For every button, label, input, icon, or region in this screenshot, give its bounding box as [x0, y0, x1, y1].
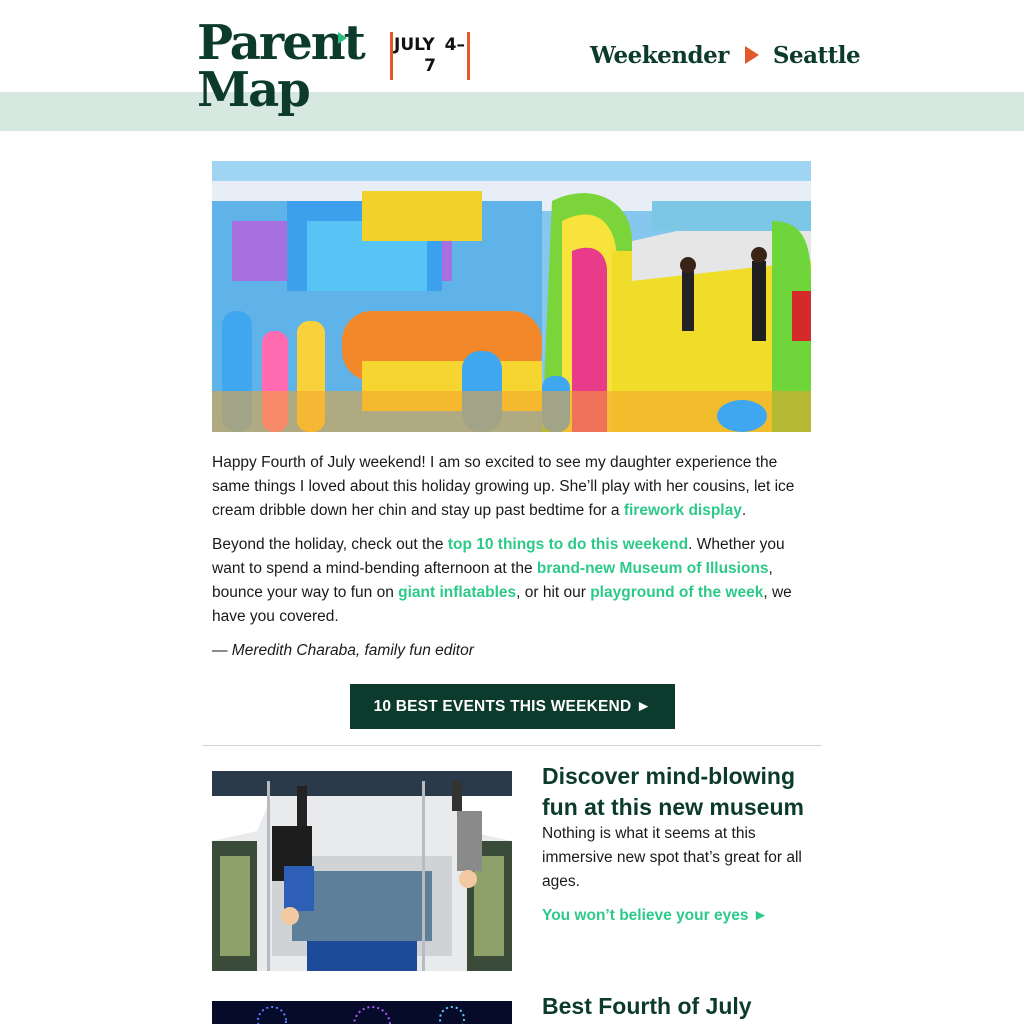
link-playground-of-the-week[interactable]: playground of the week — [590, 584, 764, 601]
card2-title[interactable]: Best Fourth of July — [542, 993, 752, 1019]
card1-description: Nothing is what it seems at this immersive new spot that’s great for all ages. — [542, 825, 802, 890]
intro-p2-e: , we have you covered. — [212, 584, 792, 625]
intro-p2-b: . Whether you want to spend a mind-bending afternoon at the — [212, 536, 785, 577]
link-top-10-things[interactable]: top 10 things to do this weekend — [447, 536, 689, 553]
intro-paragraph-2 — [212, 533, 818, 629]
card1-link[interactable]: You won’t believe your eyes ► — [542, 907, 769, 924]
intro-p2-d: , or hit our — [516, 584, 591, 601]
fireworks-image[interactable] — [212, 1001, 512, 1024]
intro-p2-c: , bounce your way to fun on — [212, 560, 773, 601]
hero-image-inflatables[interactable] — [212, 161, 811, 432]
museum-illustration — [212, 771, 512, 971]
link-museum-of-illusions[interactable]: brand-new Museum of Illusions — [536, 560, 769, 577]
editor-signature: — Meredith Charaba, family fun editor — [212, 642, 474, 659]
logo-word-map: Map — [197, 62, 309, 118]
intro-text — [212, 451, 818, 673]
museum-illusions-image[interactable] — [212, 771, 512, 971]
section-divider — [202, 745, 822, 746]
newsletter-title — [590, 38, 860, 72]
logo-triangle-icon — [338, 32, 347, 44]
header — [0, 0, 1024, 131]
date-end: 7 — [424, 56, 436, 76]
hero-illustration — [212, 161, 811, 432]
intro-p1-text: Happy Fourth of July weekend! I am so excited to see my daughter experience the same things I loved about this holiday growing up. She’ll play with her cousins, let ice cream dribble down her chin and stay up past bedtime for a — [212, 454, 795, 519]
logo-word-parent: Parent — [197, 15, 364, 71]
newsletter-name: Weekender — [590, 41, 729, 69]
intro-p2-a: Beyond the holiday, check out the — [212, 536, 448, 553]
best-events-button[interactable]: 10 BEST EVENTS THIS WEEKEND ► — [350, 684, 675, 729]
intro-p1-end: . — [741, 502, 747, 519]
parentmap-logo[interactable] — [197, 15, 364, 122]
card1-title[interactable]: Discover mind-blowing fun at this new museum — [542, 763, 804, 820]
newsletter-city: Seattle — [772, 41, 861, 69]
date-start: 4– — [444, 35, 465, 55]
date-month: JULY — [394, 35, 435, 55]
link-firework-display[interactable]: firework display — [623, 502, 742, 519]
triangle-right-icon — [745, 46, 759, 64]
link-giant-inflatables[interactable]: giant inflatables — [398, 584, 517, 601]
intro-paragraph-1 — [212, 451, 818, 523]
issue-date — [390, 32, 470, 80]
fireworks-illustration — [212, 1001, 512, 1024]
